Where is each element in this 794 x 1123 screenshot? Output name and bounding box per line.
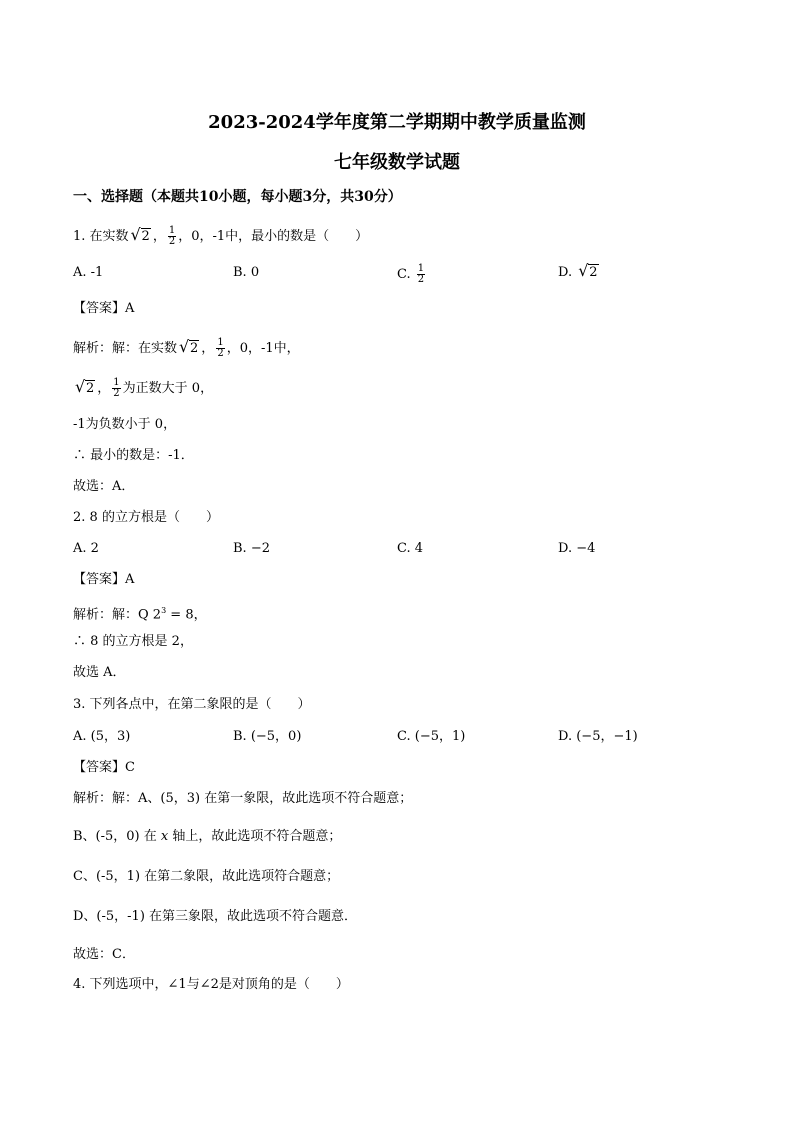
q1-explanation-2: √ 2 ， $\frac{1}{2}$ 为正数大于 0， [75,377,214,399]
sqrt-symbol: √ 2 [130,225,150,244]
q2-explanation-1: 解析：解：Q $2^3 = 8$， [73,606,207,623]
q2-option-b: B. −2 [233,541,270,556]
q1-explanation-1: 解析：解：在实数 √ 2 ， $\frac{1}{2}$ ，0，-1中， [73,337,300,359]
sqrt-symbol: √ 2 [75,377,95,396]
question-4-stem: 4. 下列选项中，∠1与∠2是对顶角的是（ ） [73,977,349,992]
fraction: $\frac{1}{2}$ [217,337,224,359]
q2-option-d: D. −4 [558,541,596,556]
q1-option-a: A. -1 [73,265,104,280]
section-heading: 一、选择题（本题共10小题，每小题3分，共30分） [73,189,402,205]
q1-option-b: B. 0 [233,265,260,280]
q2-option-a: A. 2 [73,541,99,556]
sqrt-symbol: √ 2 [578,261,598,280]
q3-option-b: B. (−5，0) [233,729,302,744]
exam-subtitle: 七年级数学试题 [334,152,460,173]
fraction: $\frac{1}{2}$ [113,377,120,399]
q1-answer: 【答案】A [73,301,135,316]
q2-explanation-2: ∴ 8 的立方根是 2， [73,634,193,649]
question-2-stem: 2. 8 的立方根是（ ） [73,510,219,525]
q1-option-c: C. $\frac{1}{2}$ [397,263,425,285]
q3-option-a: A. (5，3) [73,729,131,744]
q3-option-d: D. (−5，−1) [558,729,638,744]
q1-explanation-4: ∴ 最小的数是：-1． [73,448,194,463]
question-1-stem: 1. 在实数 √ 2 ， $\frac{1}{2}$ ，0，-1中，最小的数是（ ） [73,225,369,247]
q3-explanation-1: 解析：解：A、(5，3) 在第一象限，故此选项不符合题意； [73,791,413,806]
q1-option-d: D. √ 2 [558,261,598,280]
q2-answer: 【答案】A [73,572,135,587]
q3-explanation-4: D、(-5，-1) 在第三象限，故此选项不符合题意． [73,909,358,924]
q3-explanation-5: 故选：C． [73,947,135,962]
q3-explanation-3: C、(-5，1) 在第二象限，故此选项符合题意； [73,869,340,884]
fraction: $\frac{1}{2}$ [417,263,425,285]
q3-answer: 【答案】C [73,760,135,775]
q1-explanation-3: -1为负数小于 0， [73,417,177,432]
sqrt-symbol: √ 2 [179,337,199,356]
q3-option-c: C. (−5，1) [397,729,466,744]
q1-explanation-5: 故选：A． [73,479,135,494]
question-3-stem: 3. 下列各点中，在第二象限的是（ ） [73,697,311,712]
q2-option-c: C. 4 [397,541,424,556]
q3-explanation-2: B、(-5，0) 在 x 轴上，故此选项不符合题意； [73,829,342,844]
q2-explanation-3: 故选 A． [73,665,126,680]
fraction: $\frac{1}{2}$ [168,225,176,247]
exam-title: 2023-2024学年度第二学期期中教学质量监测 [208,112,586,133]
